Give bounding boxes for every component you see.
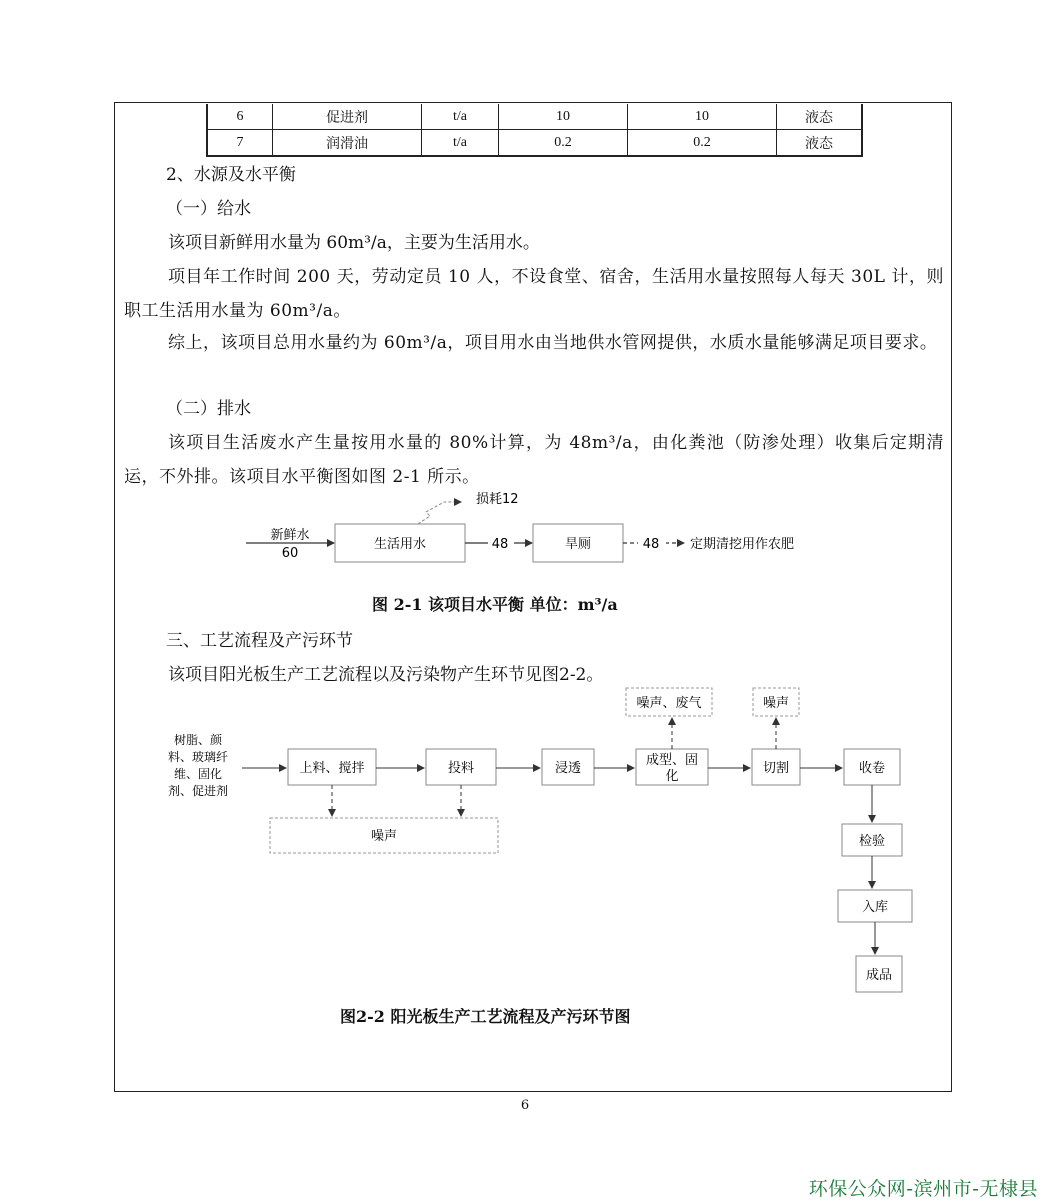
raw-line: 维、固化 <box>173 767 223 781</box>
heading-process: 三、工艺流程及产污环节 <box>166 631 353 651</box>
figure-caption: 图2-2 阳光板生产工艺流程及产污环节图 <box>340 1007 631 1026</box>
box-dry-toilet-label: 旱厕 <box>564 537 592 552</box>
noise-cut-label: 噪声 <box>762 696 790 711</box>
step-product-label: 成品 <box>865 968 893 983</box>
page-number: 6 <box>520 1098 530 1113</box>
figure-caption: 图 2-1 该项目水平衡 单位：m³/a <box>372 595 618 614</box>
heading-drainage: （二）排水 <box>166 399 251 419</box>
step-inspect-label: 检验 <box>858 834 886 849</box>
heading-water-supply: （一）给水 <box>166 199 251 219</box>
heading-water-balance: 2、水源及水平衡 <box>166 165 296 185</box>
noise-label: 噪声 <box>370 829 398 844</box>
step-charge-label: 投料 <box>447 761 475 776</box>
water-balance-diagram <box>240 488 840 572</box>
watermark: 环保公众网-滨州市-无棣县 <box>808 1178 1038 1200</box>
loss-label: 损耗12 <box>476 492 519 507</box>
table-cell-unit: t/a <box>422 104 499 130</box>
table-cell-state: 液态 <box>777 130 863 157</box>
table-row <box>207 104 862 130</box>
paragraph: 该项目生活废水产生量按用水量的 80%计算，为 48m³/a，由化粪池（防渗处理）收集后定期清运，不外排。该项目水平衡图如图 2-1 所示。 <box>124 433 944 487</box>
table-cell-state: 液态 <box>777 104 863 130</box>
input-value: 60 <box>281 546 299 561</box>
loss-arrowhead <box>454 498 462 506</box>
input-label: 新鲜水 <box>270 528 310 543</box>
table-cell-no: 6 <box>207 104 273 130</box>
flow-value: 48 <box>642 537 660 552</box>
table-cell-no: 7 <box>207 130 273 157</box>
paragraph: 该项目新鲜用水量为 60m³/a，主要为生活用水。 <box>168 233 540 253</box>
process-flow-diagram <box>150 686 930 998</box>
step-wind-label: 收卷 <box>858 761 886 776</box>
step-store-label: 入库 <box>861 900 889 915</box>
loss-arrow <box>418 502 454 524</box>
paragraph: 该项目阳光板生产工艺流程以及污染物产生环节见图2-2。 <box>168 665 604 685</box>
table-cell-name: 润滑油 <box>273 130 422 157</box>
table-cell-value: 0.2 <box>499 130 628 157</box>
paragraph: 综上，该项目总用水量约为 60m³/a，项目用水由当地供水管网提供，水质水量能够满足项目要求。 <box>168 333 938 353</box>
paragraph: 项目年工作时间 200 天，劳动定员 10 人，不设食堂、宿舍，生活用水量按照每人每天 30L 计，则职工生活用水量为 60m³/a。 <box>124 267 944 321</box>
table-cell-value: 10 <box>499 104 628 130</box>
table-cell-value: 0.2 <box>628 130 777 157</box>
table-cell-value: 10 <box>628 104 777 130</box>
materials-table <box>206 104 863 157</box>
step-feed-mix-label: 上料、搅拌 <box>299 761 365 776</box>
box-living-water-label: 生活用水 <box>373 537 427 552</box>
raw-line: 料、玻璃纤 <box>167 750 229 764</box>
step-cut-label: 切割 <box>762 761 790 776</box>
step-shape-cure-label: 化 <box>665 769 679 784</box>
step-infiltrate-label: 浸透 <box>554 761 582 776</box>
step-shape-cure-label: 成型、固 <box>645 753 699 768</box>
table-cell-name: 促进剂 <box>273 104 422 130</box>
table-cell-unit: t/a <box>422 130 499 157</box>
raw-line: 树脂、颜 <box>173 733 223 747</box>
table-row <box>207 130 862 157</box>
flow-value: 48 <box>491 537 509 552</box>
raw-line: 剂、促进剂 <box>167 784 229 798</box>
noise-gas-label: 噪声、废气 <box>636 696 702 711</box>
output-label: 定期清挖用作农肥 <box>690 537 795 552</box>
raw-materials-label <box>168 732 228 798</box>
